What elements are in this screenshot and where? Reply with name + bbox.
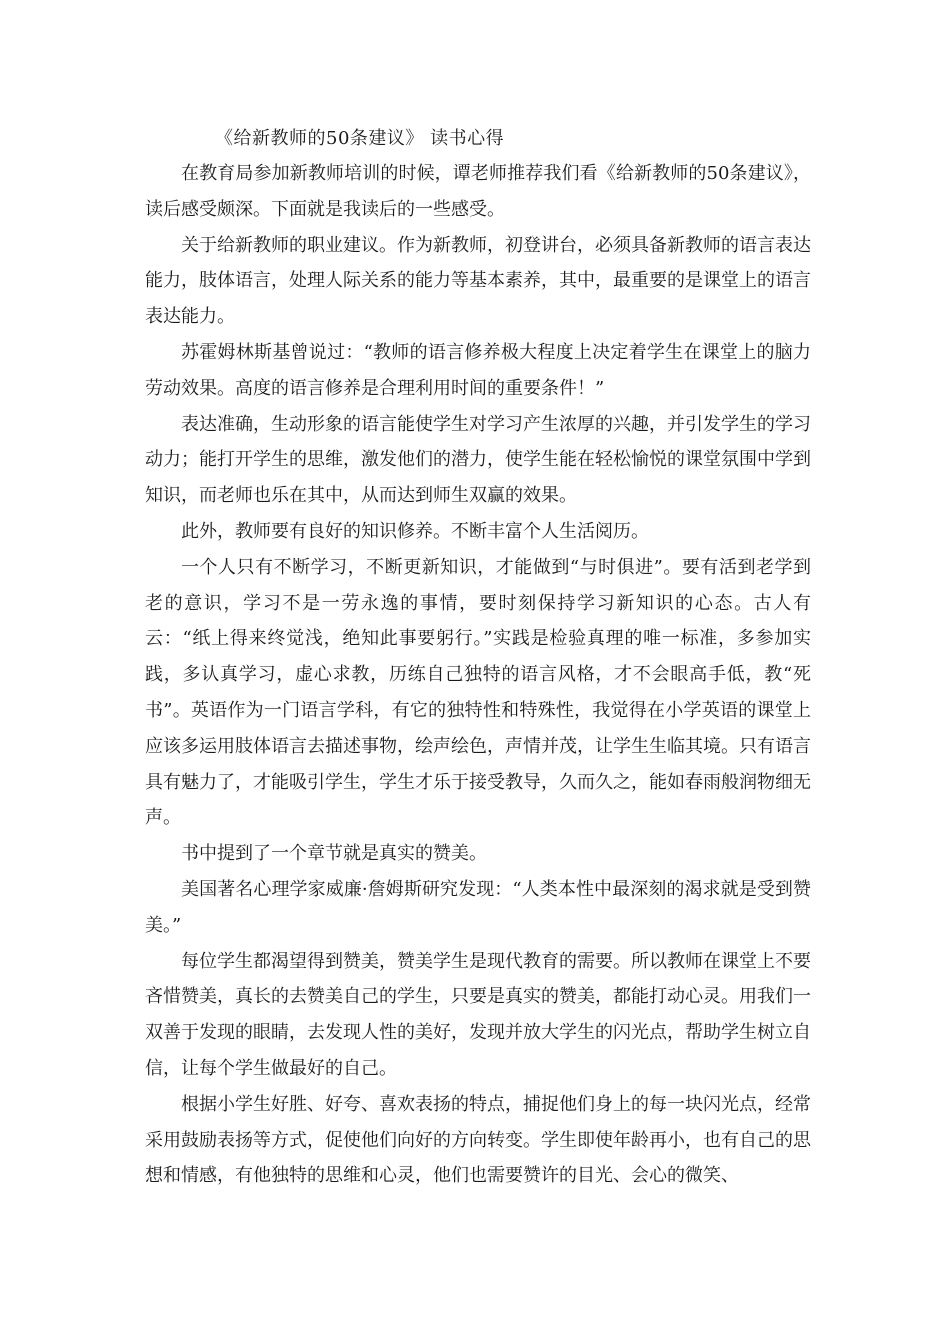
paragraph-1: 在教育局参加新教师培训的时候，谭老师推荐我们看《给新教师的50条建议》，读后感受颇深。下面就是我读后的一些感受。 [145, 163, 811, 220]
paragraph-8: 美国著名心理学家威廉·詹姆斯研究发现：“人类本性中最深刻的渴求就是受到赞美。” [145, 878, 811, 936]
document-title: 《给新教师的50条建议》 读书心得 [215, 128, 505, 149]
paragraph-6: 一个人只有不断学习，不断更新知识，才能做到“与时俱进”。要有活到老学到老的意识，学习不是一劳永逸的事情，要时刻保持学习新知识的心态。古人有云：“纸上得来终觉浅，绝知此事要躬行。”实践是检验真理的唯一标准，多参加实践，多认真学习，虚心求教，历练自己独特的语言风格，才不会眼高手低，教“死书”。英语作为一门语言学科，有它的独特性和特殊性，我觉得在小学英语的课堂上应该多运用肢体语言去描述事物，绘声绘色，声情并茂，让学生生临其境。只有语言具有魅力了，才能吸引学生，学生才乐于接受教导，久而久之，能如春雨般润物细无声。 [145, 556, 811, 829]
paragraph-5: 此外，教师要有良好的知识修养。不断丰富个人生活阅历。 [181, 520, 649, 542]
document-body [145, 156, 811, 1194]
paragraph-3: 苏霍姆林斯基曾说过：“教师的语言修养极大程度上决定着学生在课堂上的脑力劳动效果。高度的语言修养是合理利用时间的重要条件！” [145, 341, 811, 399]
paragraph-4: 表达准确，生动形象的语言能使学生对学习产生浓厚的兴趣，并引发学生的学习动力；能打开学生的思维，激发他们的潜力，使学生能在轻松愉悦的课堂氛围中学到知识，而老师也乐在其中，从而达到师生双赢的效果。 [145, 413, 811, 507]
paragraph-9: 每位学生都渴望得到赞美，赞美学生是现代教育的需要。所以教师在课堂上不要吝惜赞美，真长的去赞美自己的学生，只要是真实的赞美，都能打动心灵。用我们一双善于发现的眼睛，去发现人性的美好，发现并放大学生的闪光点，帮助学生树立自信，让每个学生做最好的自己。 [145, 950, 811, 1079]
paragraph-7: 书中提到了一个章节就是真实的赞美。 [181, 843, 487, 865]
paragraph-2: 关于给新教师的职业建议。作为新教师，初登讲台，必须具备新教师的语言表达能力，肢体语言，处理人际关系的能力等基本素养，其中，最重要的是课堂上的语言表达能力。 [145, 234, 811, 328]
paragraph-10: 根据小学生好胜、好夸、喜欢表扬的特点，捕捉他们身上的每一块闪光点，经常采用鼓励表扬等方式，促使他们向好的方向转变。学生即使年龄再小，也有自己的思想和情感，有他独特的思维和心灵，他们也需要赞许的目光、会心的微笑、 [145, 1093, 811, 1187]
